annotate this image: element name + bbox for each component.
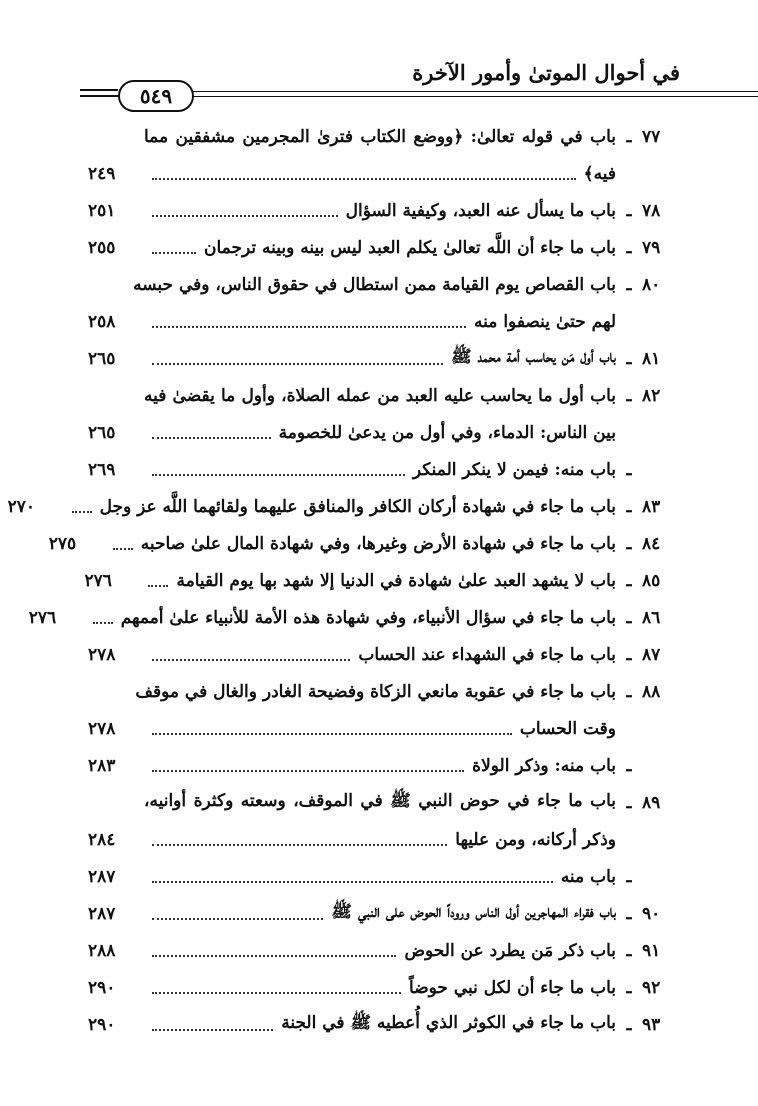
leader-dots: [152, 252, 196, 254]
entry-number: ٩٣: [642, 1014, 661, 1035]
entry-title: باب ما جاء في شهادة أركان الكافر والمنافق عليهما ولقائهما اللَّه عز وجل: [99, 496, 616, 517]
toc-entry-line: [88, 747, 682, 784]
leader-dots: [152, 659, 350, 661]
entry-number: ٨٠: [642, 274, 661, 295]
entry-dash: ـ: [626, 496, 632, 517]
entry-title: بين الناس: الدماء، وفي أول من يدعىٰ للخصومة: [278, 422, 616, 443]
entry-title: باب ما جاء أن اللَّه تعالىٰ يكلم العبد ليس بينه وبينه ترجمان: [203, 237, 616, 258]
toc-entry-line: [88, 155, 682, 192]
entry-page-number: ٢٧٠: [7, 496, 35, 517]
toc-entry-line: [88, 229, 682, 266]
toc-entry-line: [7, 488, 682, 525]
entry-number: ٩٠: [642, 903, 661, 924]
entry-number: ٨٨: [642, 681, 661, 702]
entry-number: ٨٦: [642, 607, 661, 628]
entry-page-number: ٢٧٦: [28, 607, 57, 628]
entry-title: باب ما جاء أن لكل نبي حوضاً: [409, 977, 616, 998]
entry-dash: ـ: [626, 348, 632, 369]
entry-number: ٩٢: [642, 977, 661, 998]
entry-dash: ـ: [626, 681, 632, 702]
leader-dots: [72, 511, 92, 513]
entry-page-number: ٢٨٧: [88, 866, 116, 887]
toc-entry-line: [88, 118, 682, 155]
leader-dots: [152, 955, 396, 957]
entry-dash: ـ: [626, 274, 632, 295]
header-rule: [80, 89, 118, 91]
leader-dots: [152, 770, 464, 772]
toc-entry-line: [48, 525, 682, 562]
toc-entry-line: [88, 377, 682, 414]
entry-dash: ـ: [626, 385, 632, 406]
entry-number: ٧٨: [642, 200, 661, 221]
entry-title: باب فقراء المهاجرين أول الناس وروداً الحوض على النبي ﷺ: [331, 902, 616, 922]
entry-title: باب ما جاء في عقوبة مانعي الزكاة وفضيحة الغادر والغال في موقف: [135, 681, 616, 702]
leader-dots: [152, 992, 401, 994]
entry-number: ٨٧: [642, 644, 661, 665]
entry-page-number: ٢٦٩: [88, 459, 116, 480]
toc-entry-line: [88, 673, 682, 710]
entry-page-number: ٢٨٧: [88, 903, 116, 924]
entry-title: فيه﴾: [583, 164, 616, 184]
toc-entry-line: [88, 636, 682, 673]
entry-number: ٨٥: [642, 570, 661, 591]
toc-entry-line: [28, 599, 682, 636]
entry-title: باب منه: [560, 866, 616, 887]
entry-page-number: ٢٩٠: [88, 977, 116, 998]
entry-dash: ـ: [626, 533, 632, 554]
entry-page-number: ٢٧٥: [48, 533, 77, 554]
leader-dots: [152, 437, 271, 439]
leader-dots: [152, 844, 447, 846]
toc-entry-line: [88, 451, 682, 488]
entry-title: باب ما يسأل عنه العبد، وكيفية السؤال: [345, 200, 616, 221]
entry-title: باب ما جاء في حوض النبي ﷺ في الموقف، وسعته وكثرة أوانيه،: [144, 791, 616, 811]
leader-dots: [152, 326, 466, 328]
table-of-contents: [7, 118, 682, 1043]
entry-page-number: ٢٧٨: [88, 644, 116, 665]
entry-dash: ـ: [626, 607, 632, 628]
entry-dash: ـ: [626, 903, 632, 924]
entry-title: باب لا يشهد العبد علىٰ شهادة في الدنيا إلا شهد بها يوم القيامة: [176, 570, 616, 591]
entry-page-number: ٢٦٥: [88, 348, 116, 369]
entry-dash: ـ: [626, 570, 632, 591]
toc-entry-line: [88, 895, 682, 932]
toc-entry-line: [84, 562, 682, 599]
toc-entry-line: [88, 1006, 682, 1043]
toc-entry-line: [88, 969, 682, 1006]
header-rule: [190, 96, 758, 97]
entry-page-number: ٢٥٥: [88, 237, 116, 258]
entry-number: ٨٣: [642, 496, 661, 517]
entry-title: باب منه: وذكر الولاة: [472, 755, 616, 776]
entry-page-number: ٢٨٨: [88, 940, 116, 961]
entry-title: باب منه: فيمن لا ينكر المنكر: [412, 459, 616, 480]
entry-number: ٨٤: [642, 533, 661, 554]
entry-title: باب ما جاء في شهادة الأرض وغيرها، وفي شهادة المال علىٰ صاحبه: [140, 533, 616, 554]
entry-title: باب في قوله تعالىٰ: ﴿ووضع الكتاب فترىٰ المجرمين مشفقين مما: [144, 127, 616, 147]
leader-dots: [152, 733, 512, 735]
entry-title: باب القصاص يوم القيامة ممن استطال في حقوق الناس، وفي حبسه: [133, 274, 616, 295]
entry-dash: ـ: [626, 866, 632, 887]
entry-title: باب أول مَن يحاسب أمة محمد ﷺ: [451, 347, 616, 367]
leader-dots: [152, 474, 405, 476]
entry-page-number: ٢٥٨: [88, 311, 116, 332]
entry-page-number: ٢٨٣: [88, 755, 116, 776]
leader-dots: [152, 1029, 273, 1031]
leader-dots: [152, 881, 553, 883]
entry-title: وذكر أركانه، ومن عليها: [455, 829, 616, 850]
entry-title: باب أول ما يحاسب عليه العبد من عمله الصلاة، وأول ما يقضىٰ فيه: [144, 385, 616, 406]
page-header: [80, 58, 680, 118]
leader-dots: [152, 178, 576, 180]
header-rule: [190, 91, 758, 92]
leader-dots: [152, 363, 443, 365]
entry-page-number: ٢٩٠: [88, 1014, 116, 1035]
entry-page-number: ٢٦٥: [88, 422, 116, 443]
leader-dots: [152, 215, 338, 217]
entry-page-number: ٢٤٩: [88, 163, 116, 184]
entry-dash: ـ: [626, 977, 632, 998]
toc-entry-line: [88, 192, 682, 229]
entry-title: لهم حتىٰ ينصفوا منه: [474, 311, 616, 332]
leader-dots: [152, 918, 323, 920]
entry-number: ٧٩: [642, 237, 661, 258]
toc-entry-line: [88, 414, 682, 451]
entry-title: باب ما جاء في الشهداء عند الحساب: [358, 644, 616, 665]
entry-dash: ـ: [626, 200, 632, 221]
entry-number: ٩١: [642, 940, 661, 961]
toc-entry-line: [88, 858, 682, 895]
entry-dash: ـ: [626, 792, 632, 813]
entry-title: باب ما جاء في سؤال الأنبياء، وفي شهادة هذه الأمة للأنبياء علىٰ أممهم: [120, 607, 616, 628]
toc-entry-line: [88, 303, 682, 340]
page-number: ٥٤٩: [118, 80, 194, 112]
entry-page-number: ٢٧٨: [88, 718, 116, 739]
leader-dots: [113, 548, 133, 550]
entry-dash: ـ: [626, 644, 632, 665]
leader-dots: [148, 585, 168, 587]
toc-entry-line: [88, 784, 682, 821]
entry-title: باب ما جاء في الكوثر الذي أُعطيه ﷺ في الجنة: [281, 1013, 616, 1033]
entry-dash: ـ: [626, 940, 632, 961]
entry-dash: ـ: [626, 126, 632, 147]
entry-number: ٨٩: [642, 792, 661, 813]
entry-page-number: ٢٥١: [88, 200, 116, 221]
header-rule: [80, 95, 118, 97]
toc-entry-line: [88, 340, 682, 377]
entry-number: ٨٢: [642, 385, 661, 406]
entry-page-number: ٢٨٤: [88, 829, 116, 850]
running-title: في أحوال الموتىٰ وأمور الآخرة: [412, 60, 680, 85]
entry-title: باب ذكر مَن يطرد عن الحوض: [404, 940, 616, 961]
entry-title: وقت الحساب: [519, 718, 616, 739]
entry-dash: ـ: [626, 237, 632, 258]
leader-dots: [93, 622, 113, 624]
entry-dash: ـ: [626, 755, 632, 776]
entry-page-number: ٢٧٦: [84, 570, 112, 591]
entry-dash: ـ: [626, 459, 632, 480]
entry-number: ٧٧: [642, 126, 661, 147]
toc-entry-line: [88, 266, 682, 303]
toc-entry-line: [88, 710, 682, 747]
entry-number: ٨١: [642, 348, 661, 369]
toc-entry-line: [88, 932, 682, 969]
entry-dash: ـ: [626, 1014, 632, 1035]
toc-entry-line: [88, 821, 682, 858]
